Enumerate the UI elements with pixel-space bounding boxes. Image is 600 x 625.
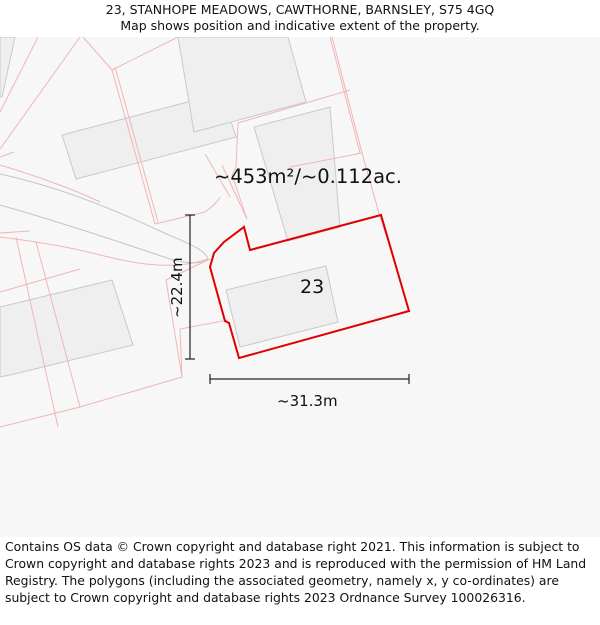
parcel-line [155, 197, 220, 224]
parcel-line [180, 320, 228, 377]
building [178, 37, 306, 132]
parcel-line [332, 37, 362, 153]
height-measure-label: ~22.4m [168, 257, 186, 318]
parcel-line [83, 37, 112, 70]
map-canvas[interactable] [0, 37, 600, 537]
road-edge-lower [0, 205, 208, 263]
page-title: 23, STANHOPE MEADOWS, CAWTHORNE, BARNSLEY, S75 4GQ [105, 2, 495, 17]
parcel-line [0, 269, 80, 292]
attribution-text: Contains OS data © Crown copyright and database right 2021. This information is subject to Crown copyright and database rights 2023 and is reproduced with the permission of HM Land Registry. The polygons (including the associated geometry, namely x, y co-ordinates) are subject to Crown copyright and database rights 2023 Ordnance Survey 100026316. [5, 539, 587, 605]
page-subtitle: Map shows position and indicative extent of the property. [120, 18, 480, 33]
parcel-line [112, 37, 178, 70]
building [0, 37, 15, 97]
header [0, 0, 600, 38]
parcel-line [0, 37, 80, 149]
width-measure-label: ~31.3m [277, 392, 338, 410]
parcel-line [0, 231, 30, 233]
parcel-line [236, 123, 238, 167]
road-edge-upper [0, 174, 208, 259]
building-footprints [0, 37, 340, 377]
parcel-line [0, 152, 14, 157]
area-label: ~453m²/~0.112ac. [214, 165, 402, 188]
plot-number-label: 23 [300, 276, 325, 298]
building [0, 280, 133, 377]
